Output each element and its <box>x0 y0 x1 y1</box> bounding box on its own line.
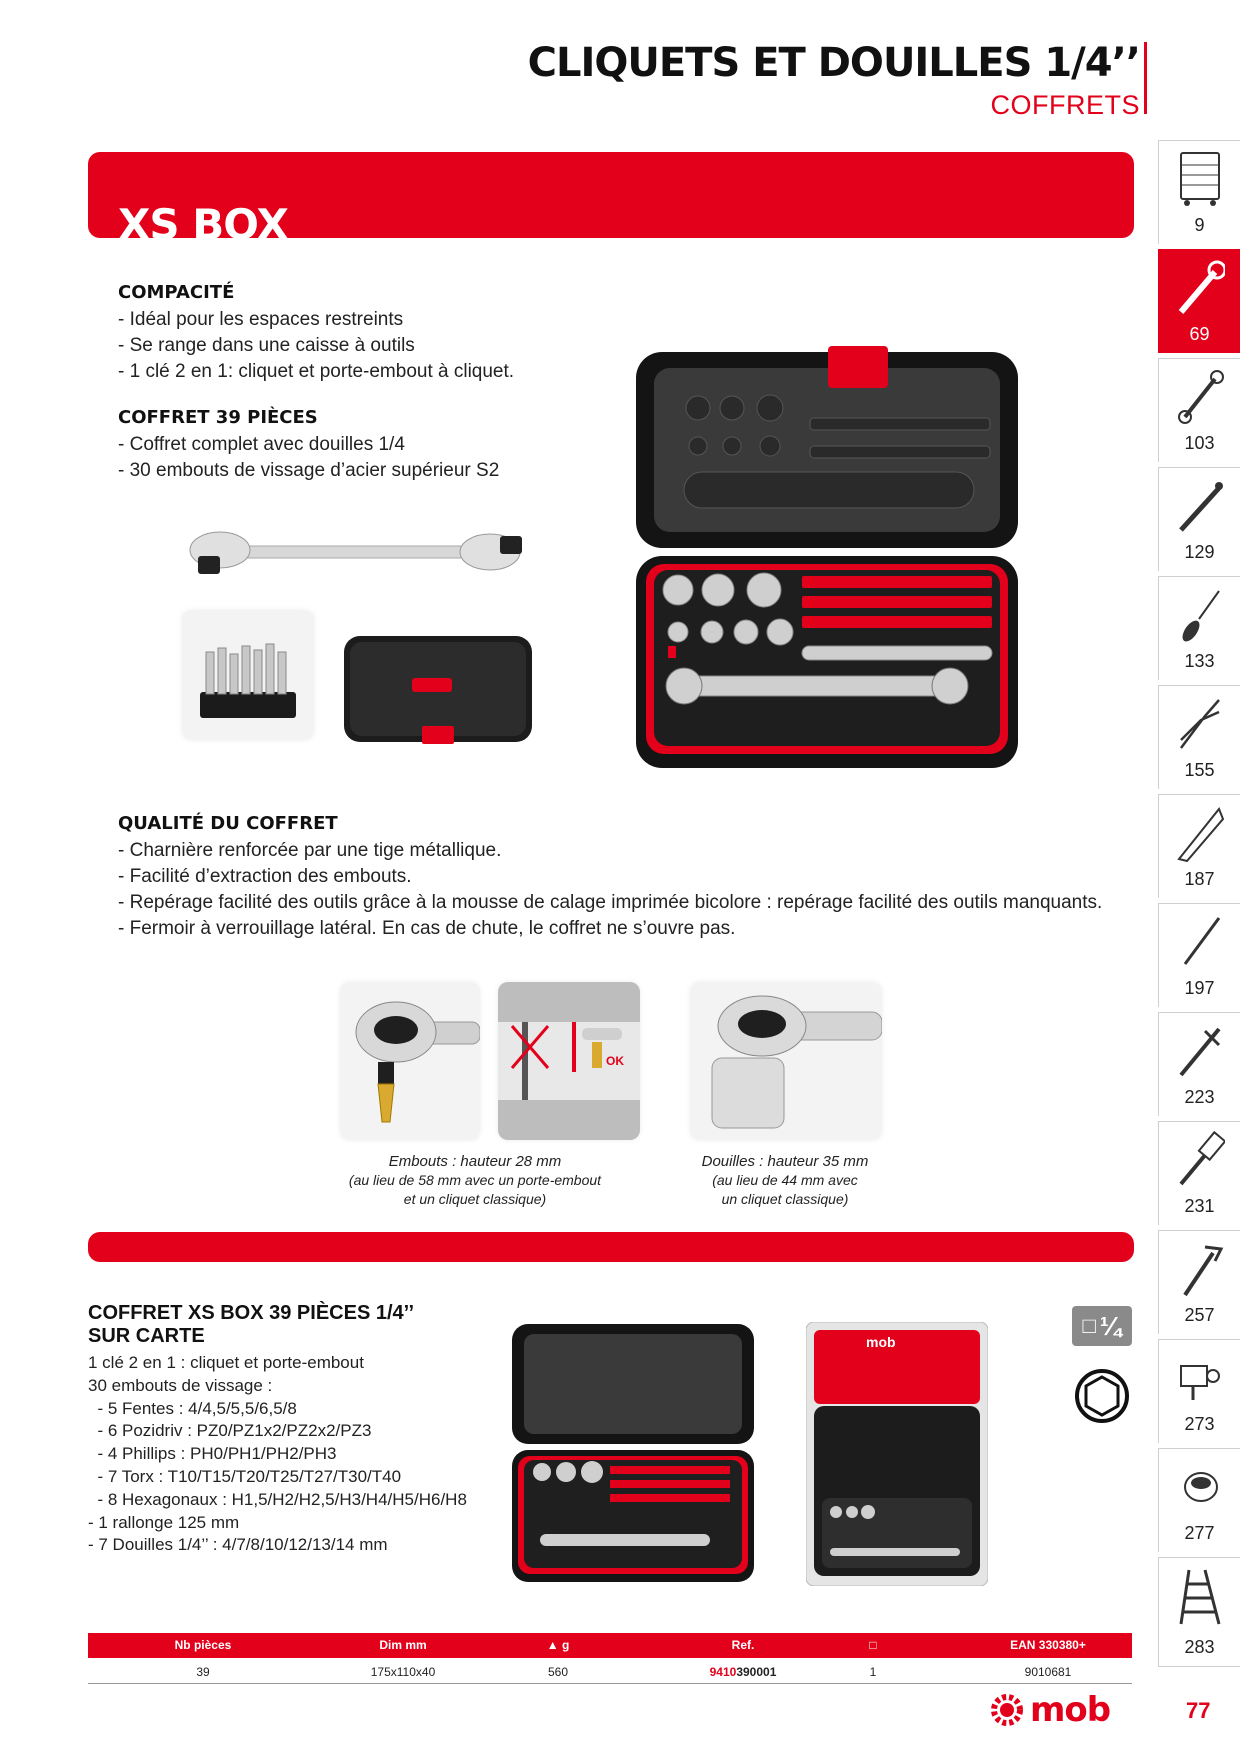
table-divider <box>88 1683 1132 1684</box>
product-blister-image <box>806 1322 988 1586</box>
side-tab-number: 187 <box>1184 869 1215 889</box>
caption-line: (au lieu de 44 mm avec <box>712 1172 858 1188</box>
caption-line: Douilles : hauteur 35 mm <box>701 1153 869 1170</box>
caliper-icon <box>1175 1021 1225 1081</box>
closed-case-image <box>340 630 536 748</box>
side-tab-9[interactable] <box>1158 140 1240 244</box>
square-drive-icon: □ <box>1082 1313 1096 1338</box>
table-cell: 175x110x40 <box>370 1665 436 1679</box>
pipe-wrench-icon <box>1175 1239 1225 1299</box>
body-line: - Coffret complet avec douilles 1/4 <box>118 434 405 455</box>
table-cell: 9010681 <box>1024 1665 1072 1679</box>
table-cell: 560 <box>547 1665 569 1679</box>
caption-line: Embouts : hauteur 28 mm <box>388 1153 562 1170</box>
product-line: - 5 Fentes : 4/4,5/5,5/6,5/8 <box>88 1398 297 1418</box>
side-tab-273[interactable] <box>1158 1339 1240 1443</box>
blister-logo: mob <box>866 1334 896 1350</box>
product-line: - 6 Pozidriv : PZ0/PZ1x2/PZ2x2/PZ3 <box>88 1421 372 1441</box>
vise-icon <box>1175 1348 1225 1408</box>
torque-wrench-icon <box>1175 476 1225 536</box>
banner-title: XS BOX <box>118 200 288 249</box>
side-tab-187[interactable] <box>1158 794 1240 898</box>
table-cell: 39 <box>196 1665 210 1679</box>
caption-line: et un cliquet classique) <box>403 1191 547 1207</box>
ref-prefix: 9410 <box>709 1665 737 1679</box>
hole-saw-icon <box>1175 1457 1225 1517</box>
table-header <box>88 1633 1132 1658</box>
product-title-line: SUR CARTE <box>88 1325 205 1347</box>
side-tab-number: 223 <box>1184 1087 1215 1107</box>
hexagon-socket-icon <box>1074 1368 1130 1424</box>
side-tab-197[interactable] <box>1158 903 1240 1007</box>
product-line: 1 clé 2 en 1 : cliquet et porte-embout <box>88 1353 364 1372</box>
side-tab-number: 9 <box>1194 215 1205 235</box>
section-heading: QUALITÉ DU COFFRET <box>118 813 338 834</box>
side-tab-283[interactable] <box>1158 1557 1240 1667</box>
section-heading: COMPACITÉ <box>118 282 235 303</box>
page-subtitle: COFFRETS <box>990 90 1140 120</box>
product-line: 30 embouts de vissage : <box>88 1375 273 1395</box>
combination-wrench-icon <box>1175 367 1225 427</box>
side-tab-number: 231 <box>1184 1196 1215 1216</box>
caption-embouts <box>340 1152 610 1209</box>
table-cell-ref <box>688 1665 798 1679</box>
ref-suffix: 390001 <box>736 1665 777 1679</box>
side-tab-number: 197 <box>1184 978 1215 998</box>
side-tab-155[interactable] <box>1158 685 1240 789</box>
product-line: - 7 Torx : T10/T15/T20/T25/T27/T30/T40 <box>88 1466 402 1486</box>
side-tab-69[interactable] <box>1158 249 1240 353</box>
side-tab-133[interactable] <box>1158 576 1240 680</box>
open-case-image <box>632 346 1022 774</box>
comparison-image <box>498 982 640 1140</box>
side-tab-number: 277 <box>1184 1523 1215 1543</box>
punch-icon <box>1175 912 1225 972</box>
footer-logo <box>990 1690 1110 1730</box>
product-banner <box>88 1232 1134 1262</box>
body-line: - Se range dans une caisse à outils <box>118 335 415 356</box>
product-description <box>88 1302 467 1557</box>
ratchet-icon <box>1175 258 1225 318</box>
tool-cabinet-icon <box>1175 149 1225 209</box>
table-row <box>88 1660 1132 1682</box>
side-tab-103[interactable] <box>1158 358 1240 462</box>
ratchet-wrench-image <box>180 528 530 584</box>
section-qualite <box>118 813 1102 942</box>
ladder-icon <box>1175 1566 1225 1626</box>
drive-size-label: ¼ <box>1099 1310 1122 1341</box>
table-header-cell: Ref. <box>731 1638 755 1652</box>
gear-icon <box>990 1693 1024 1727</box>
side-tab-number: 103 <box>1184 433 1215 453</box>
page-number: 77 <box>1186 1698 1211 1723</box>
product-open-case-image <box>510 1322 756 1584</box>
table-cell: 1 <box>869 1665 877 1679</box>
side-tab-257[interactable] <box>1158 1230 1240 1334</box>
side-tab-129[interactable] <box>1158 467 1240 571</box>
ok-label: OK <box>606 1054 624 1068</box>
section-compacite <box>118 282 514 385</box>
caption-douilles <box>670 1152 900 1209</box>
section-heading: COFFRET 39 PIÈCES <box>118 407 318 428</box>
table-header-cell: EAN 330380+ <box>1010 1638 1086 1652</box>
page-title: CLIQUETS ET DOUILLES 1/4’’ <box>527 40 1140 86</box>
product-line: - 8 Hexagonaux : H1,5/H2/H2,5/H3/H4/H5/H6/H8 <box>88 1489 467 1509</box>
side-tab-number: 133 <box>1184 651 1215 671</box>
body-line: - Fermoir à verrouillage latéral. En cas de chute, le coffret ne s’ouvre pas. <box>118 918 736 939</box>
product-line: - 1 rallonge 125 mm <box>88 1512 240 1532</box>
package-icon: □ <box>869 1638 877 1652</box>
side-tab-number: 129 <box>1184 542 1215 562</box>
side-tab-223[interactable] <box>1158 1012 1240 1116</box>
side-tab-231[interactable] <box>1158 1121 1240 1225</box>
table-header-cell: Dim mm <box>379 1638 427 1652</box>
pliers-icon <box>1175 694 1225 754</box>
bit-holder-image <box>182 610 314 740</box>
product-title-line: COFFRET XS BOX 39 PIÈCES 1/4’’ <box>88 1302 415 1324</box>
side-tab-number: 257 <box>1184 1305 1215 1325</box>
product-line: - 4 Phillips : PH0/PH1/PH2/PH3 <box>88 1444 337 1464</box>
side-tab-number: 283 <box>1184 1637 1215 1657</box>
screwdriver-icon <box>1175 585 1225 645</box>
product-line: - 7 Douilles 1/4’’ : 4/7/8/10/12/13/14 mm <box>88 1535 388 1555</box>
body-line: - 30 embouts de vissage d’acier supérieur S2 <box>118 460 500 481</box>
weight-icon: ▲ <box>546 1638 559 1652</box>
bit-height-image <box>340 982 480 1140</box>
body-line: - Facilité d’extraction des embouts. <box>118 866 412 887</box>
hammer-icon <box>1175 1130 1225 1190</box>
socket-height-image <box>690 982 882 1140</box>
side-tab-277[interactable] <box>1158 1448 1240 1552</box>
side-tab-number: 155 <box>1184 760 1215 780</box>
body-line: - Repérage facilité des outils grâce à la mousse de calage imprimée bicolore : repérage facilité des outils manquants. <box>118 892 1103 913</box>
table-header-cell: Nb pièces <box>174 1638 232 1652</box>
weight-unit: g <box>561 1638 570 1652</box>
side-tab-number: 69 <box>1189 324 1210 344</box>
caption-line: un cliquet classique) <box>721 1191 849 1207</box>
logo-text: mob <box>1030 1690 1111 1730</box>
side-tab-number: 273 <box>1184 1414 1215 1434</box>
body-line: - Charnière renforcée par une tige métallique. <box>118 840 502 861</box>
body-line: - 1 clé 2 en 1: cliquet et porte-embout à cliquet. <box>118 361 515 382</box>
section-coffret <box>118 407 499 484</box>
drive-size-badge <box>1072 1306 1132 1346</box>
body-line: - Idéal pour les espaces restreints <box>118 309 404 330</box>
product-title <box>88 1302 467 1348</box>
header-divider <box>1144 42 1147 114</box>
caption-line: (au lieu de 58 mm avec un porte-embout <box>348 1172 602 1188</box>
saw-icon <box>1175 803 1225 863</box>
table-header-cell <box>508 1638 608 1652</box>
